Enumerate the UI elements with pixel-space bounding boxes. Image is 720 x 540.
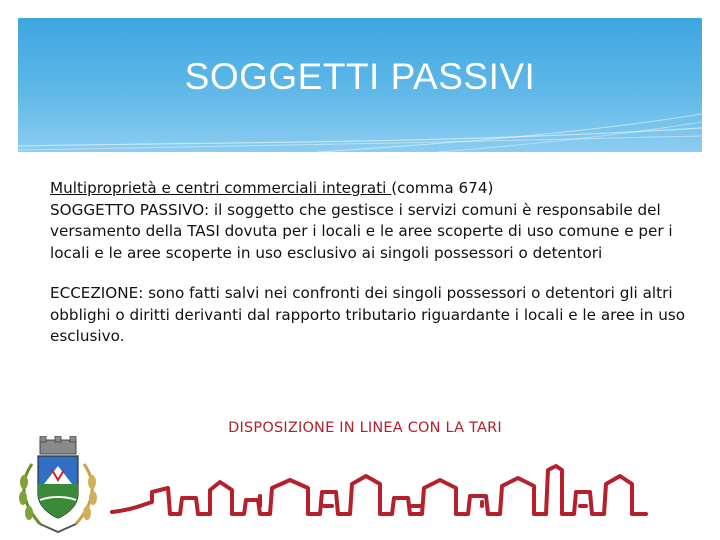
paragraph-1-text: SOGGETTO PASSIVO: il soggetto che gestisce i servizi comuni è responsabile del versamento della TASI dovuta per i locali e le aree scoperte di uso comune e per i locali e le aree scoperte in uso esclusivo ai singoli possessori o detentori [50, 200, 673, 262]
notice-line: DISPOSIZIONE IN LINEA CON LA TARI [228, 420, 502, 436]
heading-link[interactable]: Multiproprietà e centri commerciali integrati [50, 179, 392, 197]
title-banner [18, 18, 702, 152]
heading-reference: (comma 674) [391, 179, 494, 197]
village-skyline-drawing [110, 462, 650, 524]
paragraph-2: ECCEZIONE: sono fatti salvi nei confronti dei singoli possessori o detentori gli altri obblighi o diritti derivanti dal rapporto tributario riguardante i locali e le aree in uso esclusivo. [50, 284, 686, 345]
municipal-coat-of-arms-icon [10, 436, 106, 536]
paragraph-1 [50, 178, 690, 264]
slide-title: SOGGETTI PASSIVI [184, 56, 536, 97]
slide-body [50, 178, 690, 348]
